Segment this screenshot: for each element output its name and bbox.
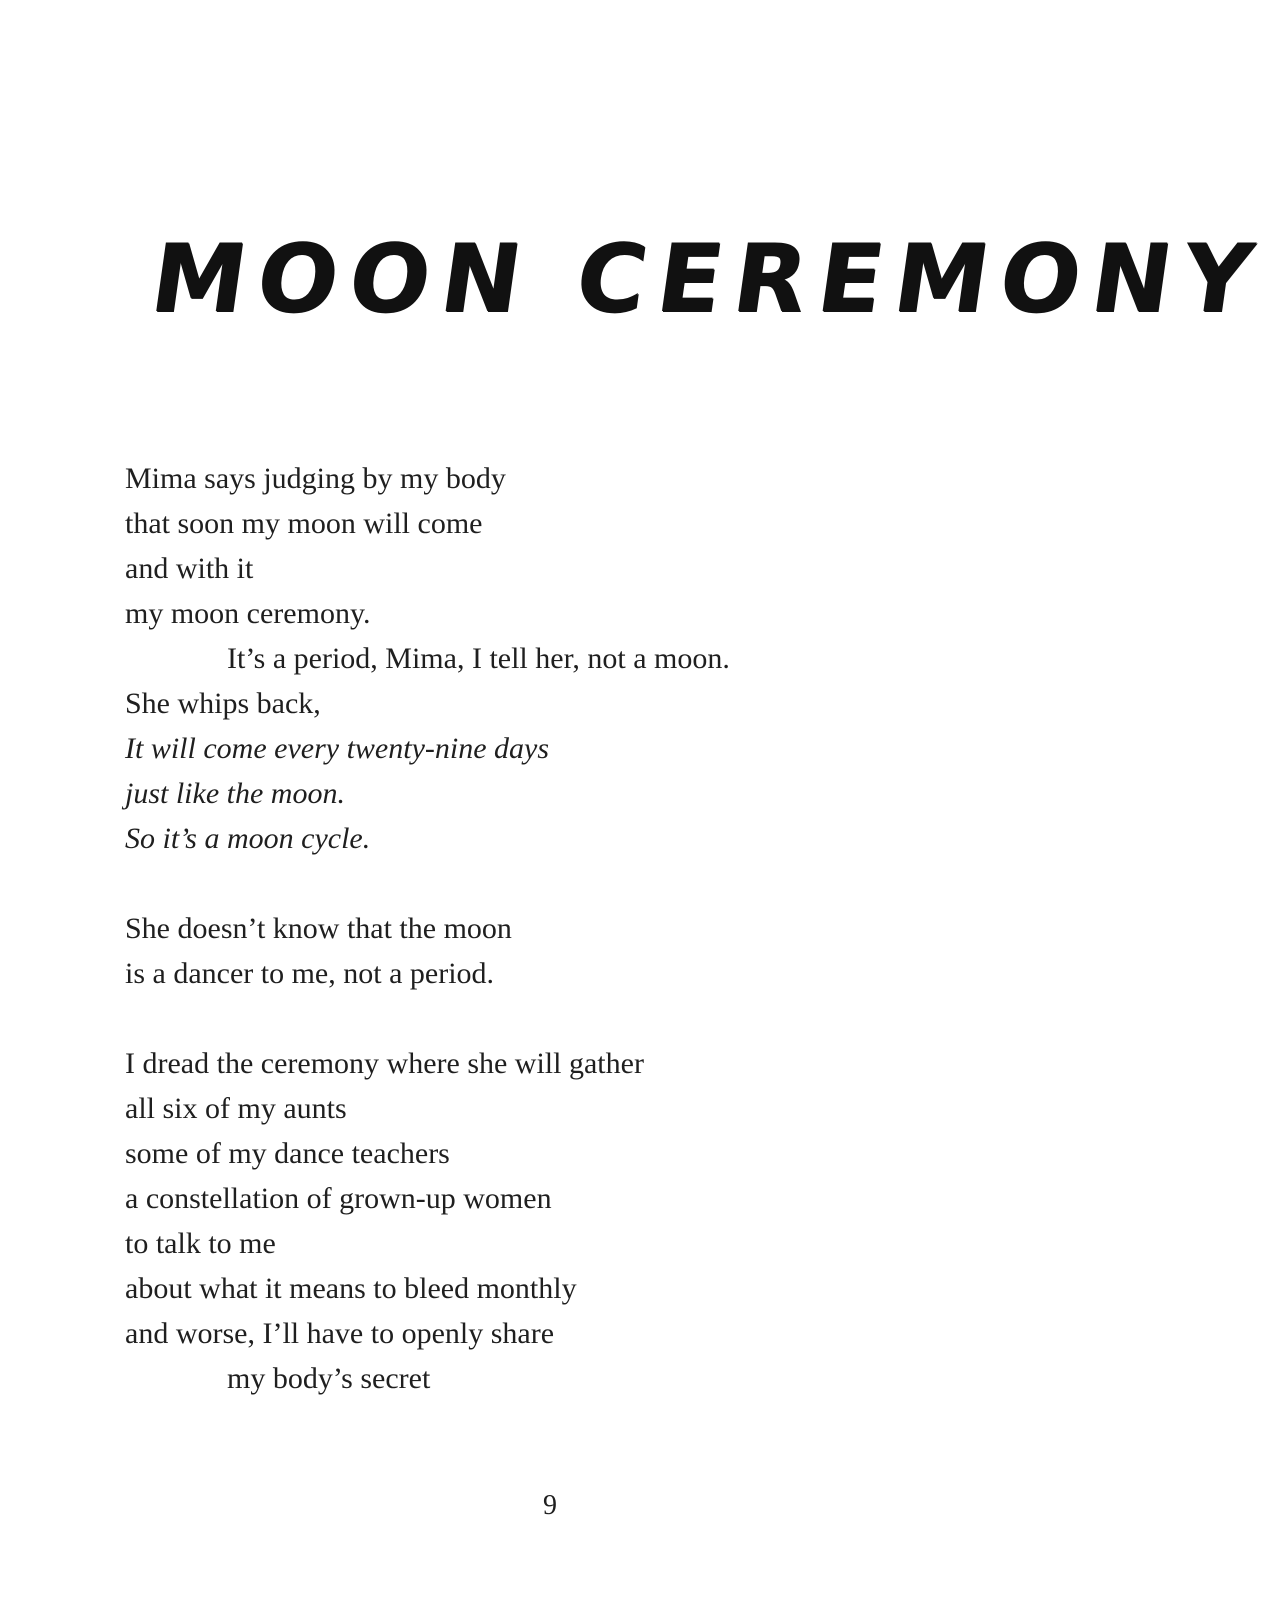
poem-line: about what it means to bleed monthly	[125, 1272, 577, 1305]
poem-title: MOON CEREMONY	[144, 225, 1271, 334]
poem-line-indented: It’s a period, Mima, I tell her, not a moon.	[227, 642, 730, 675]
poem-line-italic: It will come every twenty-nine days	[125, 732, 550, 765]
poem-line: Mima says judging by my body	[125, 462, 506, 495]
poem-line: She whips back,	[125, 687, 321, 720]
poem-body	[125, 456, 885, 1401]
poem-line: a constellation of grown-up women	[125, 1182, 552, 1215]
poem-line: that soon my moon will come	[125, 507, 483, 540]
stanza-break	[125, 861, 885, 906]
poem-line: and with it	[125, 552, 254, 585]
poem-line-italic: So it’s a moon cycle.	[125, 822, 371, 855]
poem-line: She doesn’t know that the moon	[125, 912, 512, 945]
poem-line: to talk to me	[125, 1227, 276, 1260]
stanza-break	[125, 996, 885, 1041]
poem-line: and worse, I’ll have to openly share	[125, 1317, 555, 1350]
poem-line-italic: just like the moon.	[125, 777, 345, 810]
poem-line: some of my dance teachers	[125, 1137, 450, 1170]
poem-line: is a dancer to me, not a period.	[125, 957, 495, 990]
poem-line: I dread the ceremony where she will gather	[125, 1047, 644, 1080]
poem-line: all six of my aunts	[125, 1092, 347, 1125]
page-number: 9	[543, 1490, 557, 1521]
poem-line: my moon ceremony.	[125, 597, 371, 630]
poem-line-indented: my body’s secret	[227, 1362, 431, 1395]
